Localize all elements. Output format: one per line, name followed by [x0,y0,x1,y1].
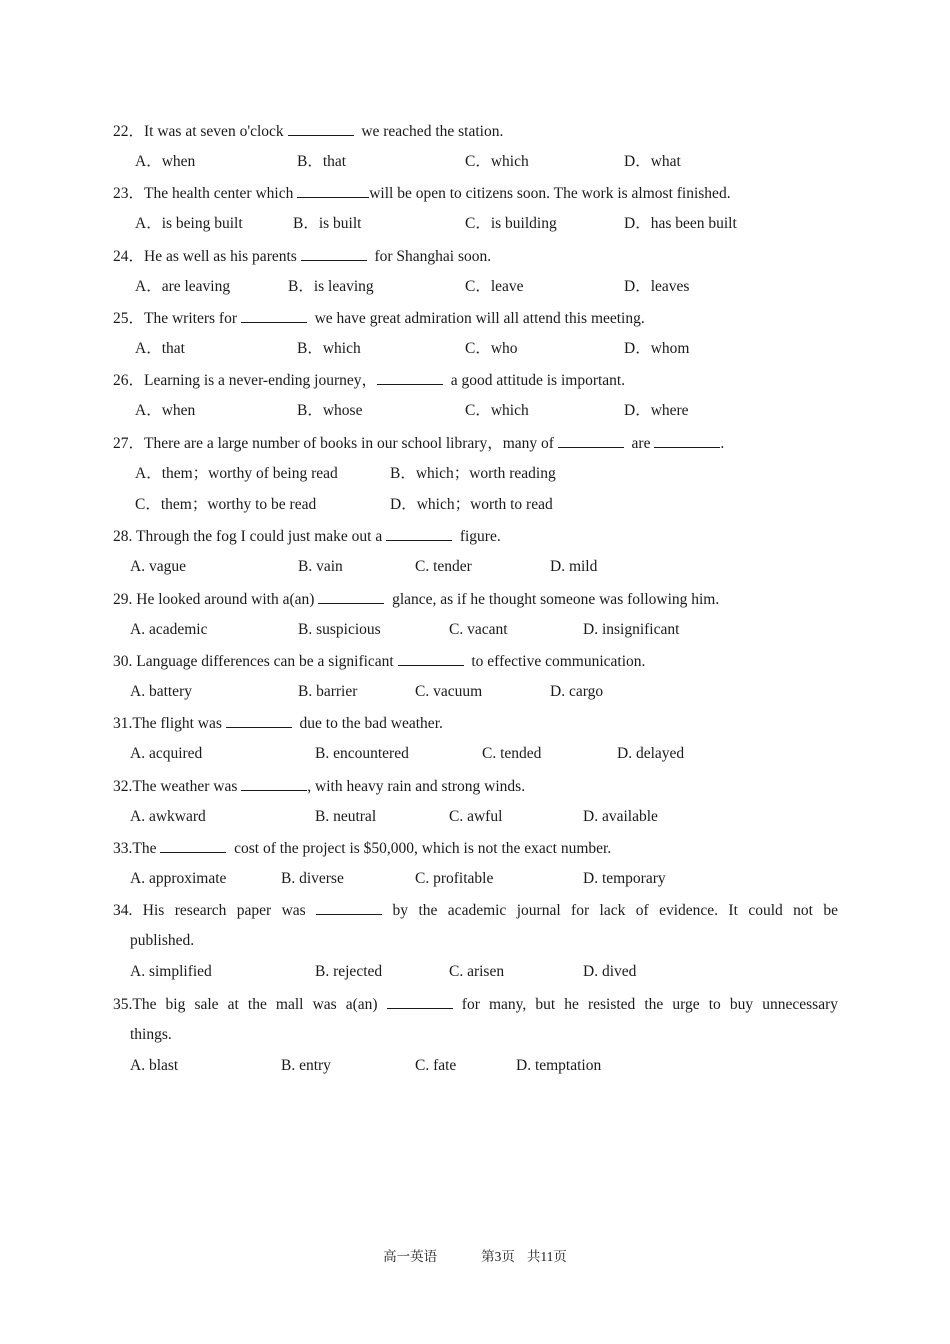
option-d: D. temptation [516,1057,602,1074]
option-c: C. fate [415,1057,457,1074]
answer-blank [386,526,452,541]
question-32: 32.The weather was , with heavy rain and strong winds. [113,778,526,795]
option-c: C．which [465,402,529,419]
answer-blank [558,433,624,448]
question-30: 30. Language differences can be a significant to effective communication. [113,653,646,670]
option-c: C．which [465,153,529,170]
option-a: A．when [135,402,196,419]
footer-total-pages: 共11页 [526,1249,567,1264]
option-b: B．which；worth reading [390,465,556,482]
option-a: A. simplified [130,963,212,980]
answer-blank [160,838,226,853]
option-b: B. neutral [315,808,377,825]
option-c: C. awful [449,808,503,825]
question-35-continuation: things. [130,1026,172,1043]
question-22: 22．It was at seven o'clock we reached the station. [113,123,504,140]
option-d: D．which；worth to read [390,496,553,513]
option-a: A．is being built [135,215,243,232]
option-a: A. awkward [130,808,206,825]
option-c: C．leave [465,278,524,295]
answer-blank [654,433,720,448]
option-b: B. encountered [315,745,409,762]
footer-subject: 高一英语 [383,1249,438,1264]
option-d: D．where [624,402,689,419]
option-b: B. suspicious [298,621,381,638]
option-a: A. acquired [130,745,203,762]
option-d: D. insignificant [583,621,680,638]
option-a: A．when [135,153,196,170]
option-c: C. vacuum [415,683,483,700]
question-25: 25．The writers for we have great admiration will all attend this meeting. [113,310,645,327]
option-d: D. delayed [617,745,685,762]
option-c: C. vacant [449,621,508,638]
question-35: 35.The big sale at the mall was a(an) for many, but he resisted the urge to buy unnecessary [113,996,838,1013]
answer-blank [297,183,369,198]
option-a: A．them；worthy of being read [135,465,338,482]
option-c: C. tended [482,745,542,762]
option-b: B. diverse [281,870,344,887]
option-a: A. battery [130,683,192,700]
option-b: B．whose [297,402,363,419]
question-24: 24．He as well as his parents for Shanghai soon. [113,248,492,265]
option-d: D. dived [583,963,637,980]
answer-blank [241,776,307,791]
question-34: 34. His research paper was by the academic journal for lack of evidence. It could not be [113,902,839,919]
option-d: D．what [624,153,681,170]
option-b: B．which [297,340,361,357]
option-a: A．that [135,340,185,357]
option-b: B. rejected [315,963,383,980]
option-d: D. temporary [583,870,666,887]
question-29: 29. He looked around with a(an) glance, as if he thought someone was following him. [113,591,720,608]
answer-blank [377,370,443,385]
option-a: A. academic [130,621,208,638]
question-33: 33.The cost of the project is $50,000, which is not the exact number. [113,840,612,857]
question-26: 26．Learning is a never-ending journey， a good attitude is important. [113,372,626,389]
option-b: B．is leaving [288,278,374,295]
answer-blank [301,246,367,261]
footer-page-number: 第3页 [481,1249,515,1264]
question-34-continuation: published. [130,932,195,949]
answer-blank [241,308,307,323]
option-d: D．has been built [624,215,737,232]
option-c: C. arisen [449,963,505,980]
option-b: B. vain [298,558,343,575]
option-b: B．is built [293,215,362,232]
option-a: A．are leaving [135,278,231,295]
option-c: C. profitable [415,870,494,887]
question-23: 23．The health center which will be open to citizens soon. The work is almost finished. [113,185,731,202]
option-c: C. tender [415,558,472,575]
option-a: A. approximate [130,870,227,887]
option-c: C．who [465,340,518,357]
answer-blank [398,651,464,666]
answer-blank [318,589,384,604]
option-a: A. vague [130,558,186,575]
question-28: 28. Through the fog I could just make out a figure. [113,528,501,545]
option-c: C．is building [465,215,557,232]
option-d: D．whom [624,340,690,357]
option-c: C．them；worthy to be read [135,496,317,513]
answer-blank [226,713,292,728]
option-b: B．that [297,153,347,170]
answer-blank [316,900,382,915]
answer-blank [288,121,354,136]
option-b: B. entry [281,1057,331,1074]
answer-blank [387,994,453,1009]
option-b: B. barrier [298,683,358,700]
option-d: D. cargo [550,683,604,700]
page-footer [0,1248,950,1266]
option-d: D. mild [550,558,598,575]
option-a: A. blast [130,1057,179,1074]
option-d: D．leaves [624,278,690,295]
option-d: D. available [583,808,658,825]
question-27: 27．There are a large number of books in our school library，many of are . [113,435,725,452]
question-31: 31.The flight was due to the bad weather. [113,715,443,732]
